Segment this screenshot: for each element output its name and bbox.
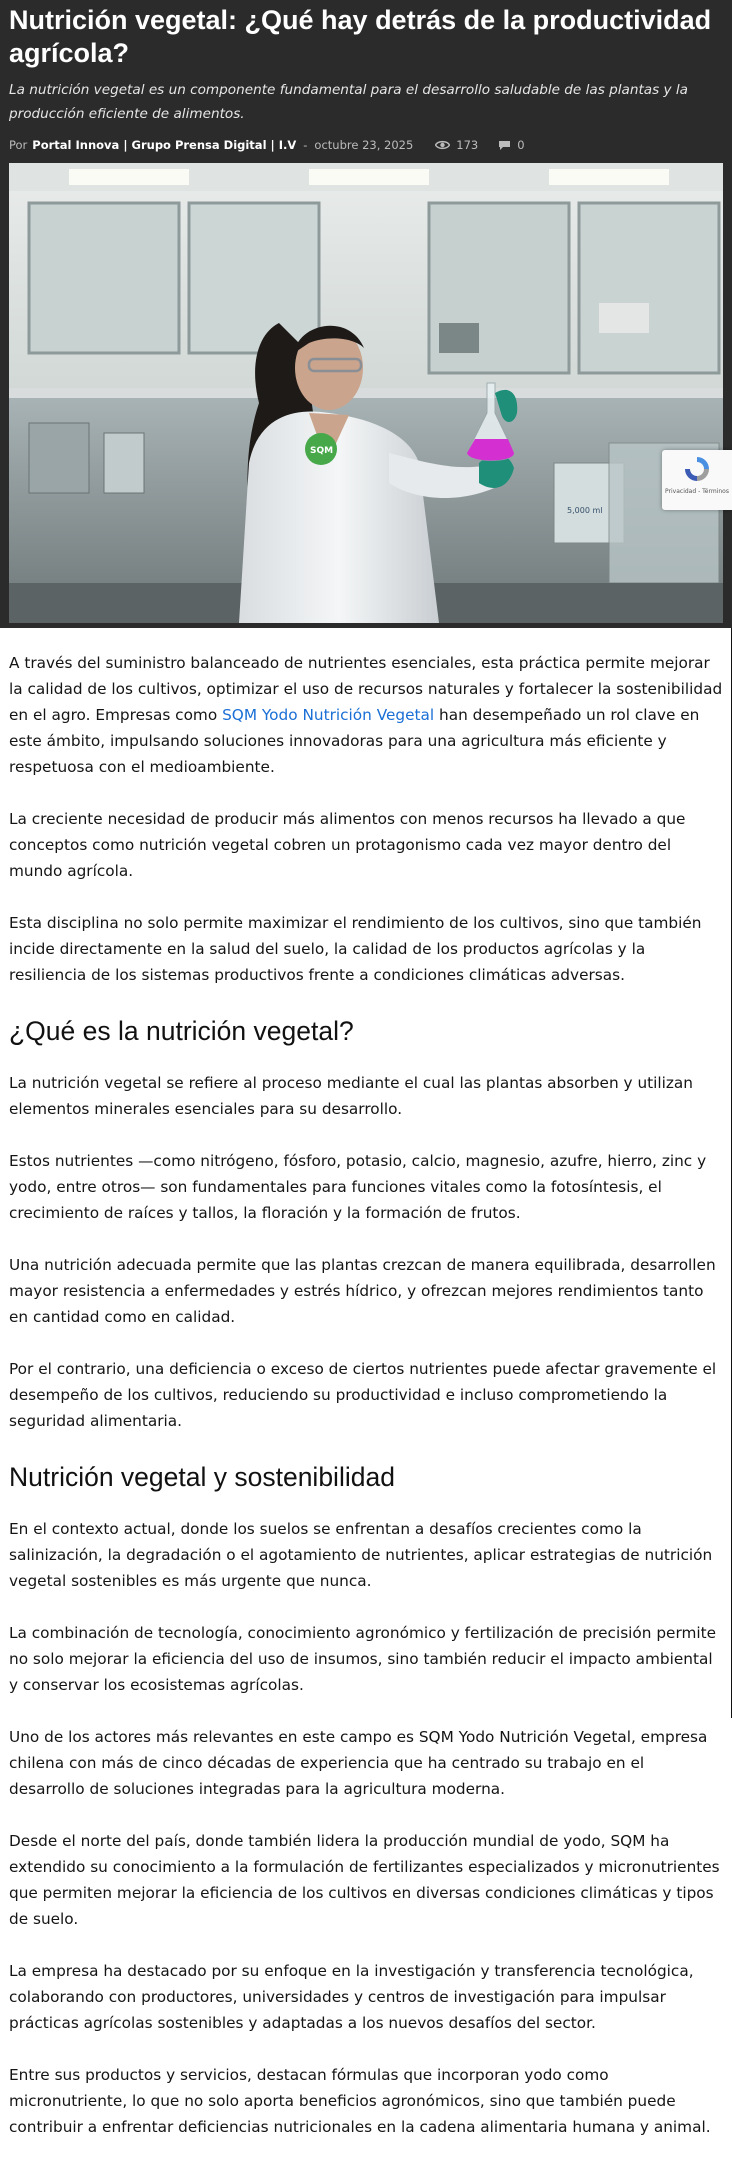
comments-link[interactable] [498, 138, 524, 152]
article-body [0, 628, 732, 2140]
paragraph-12: La empresa ha destacado por su enfoque en la investigación y transferencia tecnológica, colaborando con productores, universidades y centros de investigación para impulsar prácticas agrícolas sostenibles y adaptadas a los nuevos desafíos del sector. [9, 1962, 694, 2032]
views-count: 173 [456, 138, 479, 152]
section-heading-1: ¿Qué es la nutrición vegetal? [9, 1016, 354, 1046]
eye-icon [435, 140, 450, 150]
paragraph-13: Entre sus productos y servicios, destacan fórmulas que incorporan yodo como micronutriente, lo que no solo aporta beneficios agronómicos, sino que también puede contribuir a enfrentar deficiencias nutricionales en la cadena alimentaria humana y animal. [9, 2066, 711, 2136]
recaptcha-legal[interactable]: Privacidad - Términos [665, 488, 729, 495]
article-header [0, 0, 732, 628]
paragraph-3: Esta disciplina no solo permite maximizar el rendimiento de los cultivos, sino que también incide directamente en la salud del suelo, la calidad de los productos agrícolas y la resiliencia de los sistemas productivos frente a condiciones climáticas adversas. [9, 914, 702, 984]
author-link[interactable]: Portal Innova | Grupo Prensa Digital | I.V [32, 138, 297, 152]
paragraph-1-text-a: A través del suministro balanceado de nutrientes esenciales, esta práctica permite mejorar la calidad de los cultivos, optimizar el uso de recursos naturales y fortalecer la sostenibilidad en el agro. Empresas como [9, 654, 723, 724]
paragraph-7: Por el contrario, una deficiencia o exceso de ciertos nutrientes puede afectar gravemente el desempeño de los cultivos, reduciendo su productividad e incluso comprometiendo la seguridad alimentaria. [9, 1360, 717, 1430]
recaptcha-badge[interactable] [662, 450, 732, 510]
recaptcha-icon [682, 454, 712, 484]
paragraph-1 [9, 650, 723, 780]
sqm-badge: SQM [310, 446, 334, 456]
paragraph-1-text-b: han desempeñado un rol clave en este ámbito, impulsando soluciones innovadoras para una agricultura más eficiente y respetuosa con el medioambiente. [9, 706, 700, 776]
paragraph-2: La creciente necesidad de producir más alimentos con menos recursos ha llevado a que conceptos como nutrición vegetal cobren un protagonismo cada vez mayor dentro del mundo agrícola. [9, 810, 686, 880]
paragraph-4: La nutrición vegetal se refiere al proceso mediante el cual las plantas absorben y utilizan elementos minerales esenciales para su desarrollo. [9, 1074, 693, 1118]
paragraph-10: Uno de los actores más relevantes en este campo es SQM Yodo Nutrición Vegetal, empresa chilena con más de cinco décadas de experiencia que ha centrado su trabajo en el desarrollo de soluciones integradas para la agricultura moderna. [9, 1728, 708, 1798]
publish-date: octubre 23, 2025 [314, 138, 414, 152]
byline-label: Por [9, 138, 28, 152]
paragraph-5: Estos nutrientes —como nitrógeno, fósforo, potasio, calcio, magnesio, azufre, hierro, zinc y yodo, entre otros— son fundamentales para funciones vitales como la fotosíntesis, el crecimiento de raíces y tallos, la floración y la formación de frutos. [9, 1152, 707, 1222]
paragraph-8: En el contexto actual, donde los suelos se enfrentan a desafíos crecientes como la salinización, la degradación o el agotamiento de nutrientes, aplicar estrategias de nutrición vegetal sostenibles es más urgente que nunca. [9, 1520, 713, 1590]
paragraph-11: Desde el norte del país, donde también lidera la producción mundial de yodo, SQM ha extendido su conocimiento a la formulación de fertilizantes especializados y micronutrientes que permiten mejorar la eficiencia de los cultivos en diversas condiciones climáticas y tipos de suelo. [9, 1832, 720, 1928]
section-heading-2: Nutrición vegetal y sostenibilidad [9, 1462, 395, 1492]
paragraph-6: Una nutrición adecuada permite que las plantas crezcan de manera equilibrada, desarrollen mayor resistencia a enfermedades y estrés hídrico, y ofrezcan mejores rendimientos tanto en cantidad como en calidad. [9, 1256, 716, 1326]
comments-count: 0 [517, 138, 525, 152]
paragraph-9: La combinación de tecnología, conocimiento agronómico y fertilización de precisión permite no solo mejorar la eficiencia del uso de insumos, sino también reducir el impacto ambiental y conservar los ecosistemas agrícolas. [9, 1624, 717, 1694]
sqm-link[interactable]: SQM Yodo Nutrición Vegetal [222, 706, 435, 724]
bottle-label: 5,000 ml [567, 506, 603, 515]
hero-image [9, 163, 723, 623]
article-subtitle: La nutrición vegetal es un componente fundamental para el desarrollo saludable de las plantas y la producción eficiente de alimentos. [9, 82, 688, 122]
views-counter [435, 138, 478, 152]
meta-separator: - [303, 138, 308, 152]
lab-scientist-photo [9, 163, 723, 623]
comment-icon [498, 140, 511, 151]
article-title: Nutrición vegetal: ¿Qué hay detrás de la productividad agrícola? [9, 5, 712, 68]
article-meta [9, 135, 723, 155]
